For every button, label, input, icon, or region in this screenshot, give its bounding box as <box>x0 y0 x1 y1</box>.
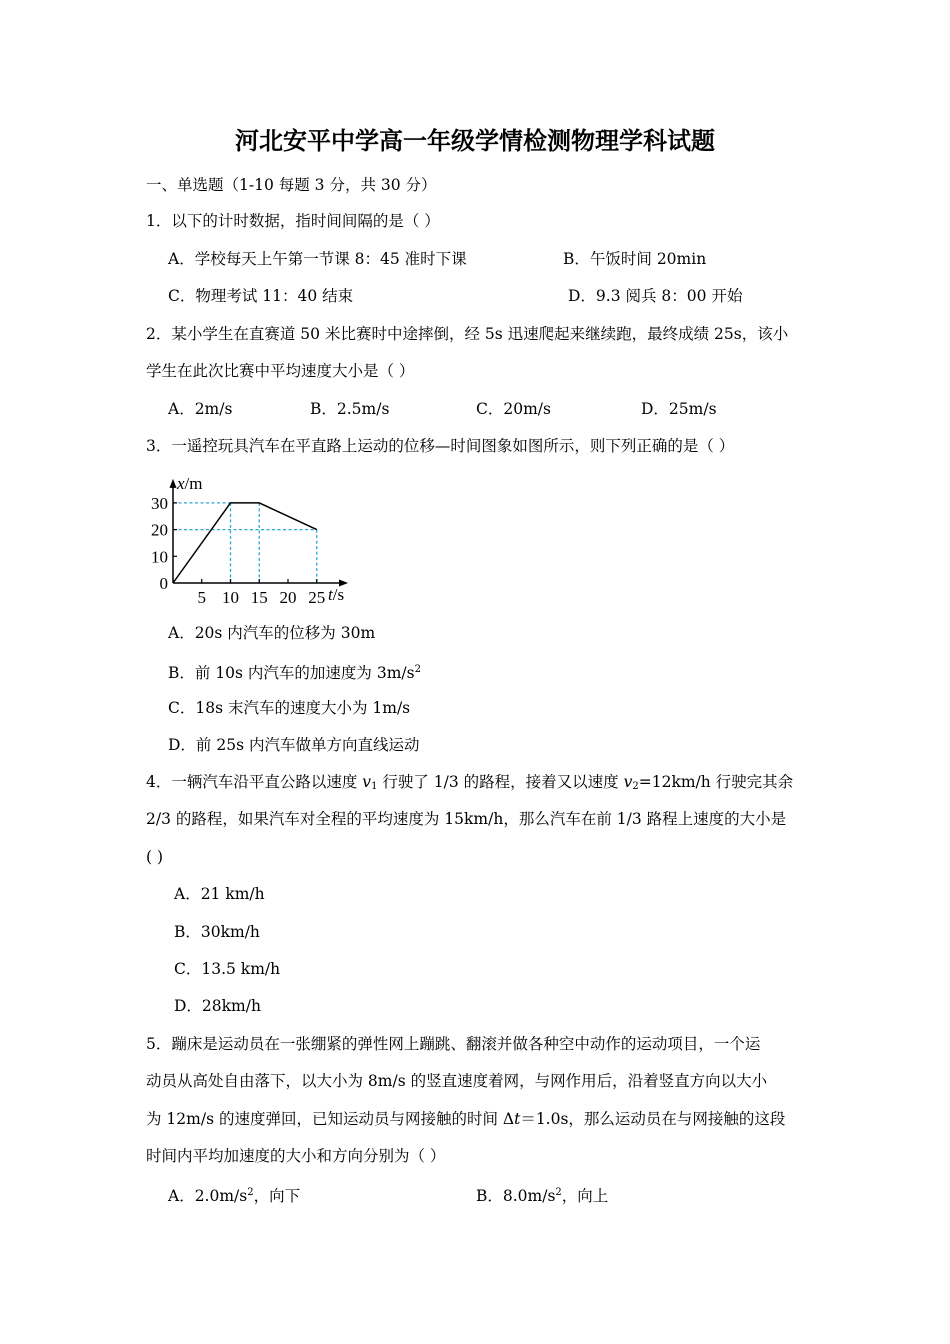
q3-option-d: D．前 25s 内汽车做单方向直线运动 <box>168 736 420 754</box>
y-axis-arrow <box>170 479 177 488</box>
q2-stem-line1: 2．某小学生在直赛道 50 米比赛时中途摔倒，经 5s 迅速爬起来继续跑，最终成绩 25s，该小 <box>146 325 789 343</box>
q5-stem-line1: 5．蹦床是运动员在一张绷紧的弹性网上蹦跳、翻滚并做各种空中动作的运动项目，一个运 <box>146 1035 761 1053</box>
q5-option-b: B．$8.0m/s^2$，向上 <box>476 1187 609 1205</box>
x-axis-label: t/s <box>328 585 345 604</box>
q3-option-c: C．18s 末汽车的速度大小为 1m/s <box>168 699 411 717</box>
q4-option-c: C．13.5 km/h <box>174 960 281 978</box>
x-tick-label: 10 <box>222 588 239 607</box>
x-tick-label: 15 <box>250 588 268 607</box>
section-heading: 一、单选题（1-10 每题 3 分，共 30 分） <box>146 176 437 194</box>
q2-stem-line2: 学生在此次比赛中平均速度大小是（ ） <box>146 362 415 380</box>
y-axis-label: x/m <box>177 474 203 493</box>
y-tick-label: 30 <box>151 493 168 513</box>
q4-stem-line3: ( ) <box>146 848 164 866</box>
q4-stem-line2: 2/3 的路程，如果汽车对全程的平均速度为 15km/h，那么汽车在前 1/3 路程上速度的大小是 <box>146 810 787 828</box>
xt-graph <box>140 470 360 610</box>
q5-stem-line4: 时间内平均加速度的大小和方向分别为（ ） <box>146 1147 446 1165</box>
q4-option-d: D．28km/h <box>174 997 261 1015</box>
q4-option-a: A．21 km/h <box>174 885 265 903</box>
q5-stem-line3: 为 12m/s 的速度弹回，已知运动员与网接触的时间 Δt＝1.0s，那么运动员在与网接触的这段 <box>146 1110 786 1128</box>
q1-stem: 1．以下的计时数据，指时间间隔的是（ ） <box>146 212 440 230</box>
q1-option-d: D．9.3 阅兵 8：00 开始 <box>568 287 743 305</box>
x-tick-label: 25 <box>308 588 326 607</box>
y-tick-label: 0 <box>159 574 168 593</box>
q2-option-d: D．25m/s <box>641 400 717 418</box>
q5-stem-line2: 动员从高处自由落下，以大小为 8m/s 的竖直速度着网，与网作用后，沿着竖直方向以大小 <box>146 1072 768 1090</box>
q1-option-a: A．学校每天上午第一节课 8：45 准时下课 <box>168 250 467 268</box>
q1-option-c: C．物理考试 11：40 结束 <box>168 287 354 305</box>
q2-option-b: B．2.5m/s <box>310 400 390 418</box>
q4-stem-line1: 4．一辆汽车沿平直公路以速度 $v_1$ 行驶了 1/3 的路程，接着又以速度 $v_2=12km/h$ 行驶完其余 <box>146 773 794 792</box>
q2-option-a: A．2m/s <box>168 400 233 418</box>
x-tick-label: 20 <box>279 588 297 607</box>
series-line-0 <box>173 503 317 583</box>
q3-stem: 3．一遥控玩具汽车在平直路上运动的位移—时间图象如图所示，则下列正确的是（ ） <box>146 437 735 455</box>
q5-option-a: A．$2.0m/s^2$，向下 <box>168 1187 301 1205</box>
page-title: 河北安平中学高一年级学情检测物理学科试题 <box>235 126 715 155</box>
q1-option-b: B．午饭时间 20min <box>563 250 707 268</box>
q3-option-a: A．20s 内汽车的位移为 30m <box>168 624 376 642</box>
q4-option-b: B．30km/h <box>174 923 260 941</box>
x-tick-label: 5 <box>197 588 206 607</box>
q2-option-c: C．20m/s <box>476 400 551 418</box>
y-tick-label: 20 <box>151 520 168 540</box>
y-tick-label: 10 <box>151 547 168 567</box>
q3-option-b: B．前 10s 内汽车的加速度为 $3m/s^2$ <box>168 664 421 682</box>
